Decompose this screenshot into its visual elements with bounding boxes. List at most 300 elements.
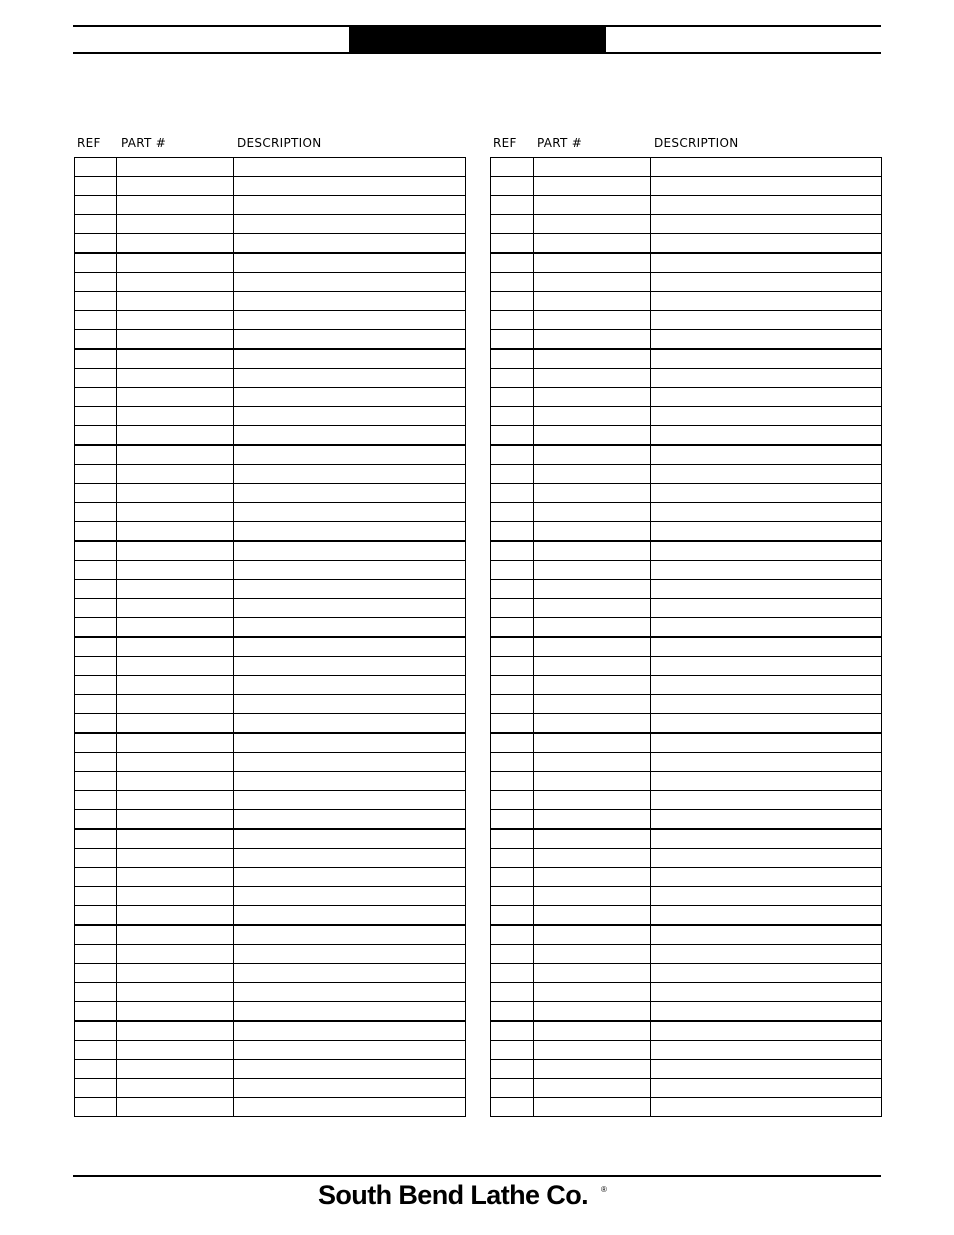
part-cell bbox=[117, 829, 234, 849]
ref-cell bbox=[491, 465, 534, 484]
table-row bbox=[75, 580, 466, 599]
table-row bbox=[491, 503, 882, 522]
part-cell bbox=[534, 810, 651, 830]
ref-cell bbox=[491, 906, 534, 926]
table-row bbox=[491, 234, 882, 254]
ref-cell bbox=[75, 580, 117, 599]
table-row bbox=[491, 465, 882, 484]
description-cell bbox=[234, 158, 466, 177]
ref-cell bbox=[491, 426, 534, 446]
part-cell bbox=[534, 273, 651, 292]
description-cell bbox=[234, 253, 466, 273]
description-cell bbox=[234, 177, 466, 196]
ref-cell bbox=[75, 964, 117, 983]
right-ref-header: REF bbox=[493, 136, 517, 150]
description-cell bbox=[234, 273, 466, 292]
part-cell bbox=[534, 1098, 651, 1117]
table-row bbox=[75, 215, 466, 234]
ref-cell bbox=[75, 445, 117, 465]
description-cell bbox=[651, 349, 882, 369]
part-cell bbox=[117, 637, 234, 657]
parts-table-right bbox=[490, 157, 882, 1117]
ref-cell bbox=[75, 772, 117, 791]
table-row bbox=[75, 311, 466, 330]
description-cell bbox=[234, 369, 466, 388]
description-cell bbox=[651, 215, 882, 234]
part-cell bbox=[534, 791, 651, 810]
part-cell bbox=[117, 810, 234, 830]
part-cell bbox=[117, 868, 234, 887]
table-row bbox=[75, 714, 466, 734]
description-cell bbox=[234, 234, 466, 254]
description-cell bbox=[651, 695, 882, 714]
description-cell bbox=[651, 791, 882, 810]
footer-rule bbox=[73, 1175, 881, 1177]
table-row bbox=[75, 868, 466, 887]
table-row bbox=[491, 561, 882, 580]
table-row bbox=[75, 349, 466, 369]
ref-cell bbox=[75, 234, 117, 254]
table-row bbox=[75, 945, 466, 964]
ref-cell bbox=[491, 369, 534, 388]
description-cell bbox=[651, 465, 882, 484]
part-cell bbox=[117, 714, 234, 734]
description-cell bbox=[234, 522, 466, 542]
table-row bbox=[491, 637, 882, 657]
part-cell bbox=[117, 599, 234, 618]
table-row bbox=[75, 503, 466, 522]
description-cell bbox=[234, 349, 466, 369]
table-row bbox=[491, 580, 882, 599]
description-cell bbox=[651, 906, 882, 926]
part-cell bbox=[534, 445, 651, 465]
part-cell bbox=[534, 503, 651, 522]
description-cell bbox=[651, 158, 882, 177]
right-part-header: PART # bbox=[537, 136, 583, 150]
part-cell bbox=[117, 906, 234, 926]
part-cell bbox=[117, 676, 234, 695]
ref-cell bbox=[491, 772, 534, 791]
part-cell bbox=[534, 1060, 651, 1079]
ref-cell bbox=[491, 1002, 534, 1022]
table-row bbox=[75, 925, 466, 945]
table-row bbox=[75, 330, 466, 350]
part-cell bbox=[534, 292, 651, 311]
description-cell bbox=[651, 177, 882, 196]
ref-cell bbox=[75, 695, 117, 714]
description-cell bbox=[651, 484, 882, 503]
part-cell bbox=[534, 484, 651, 503]
ref-cell bbox=[75, 906, 117, 926]
table-row bbox=[75, 196, 466, 215]
ref-cell bbox=[491, 983, 534, 1002]
table-row bbox=[75, 158, 466, 177]
part-cell bbox=[117, 465, 234, 484]
description-cell bbox=[651, 234, 882, 254]
table-row bbox=[491, 868, 882, 887]
ref-cell bbox=[75, 1098, 117, 1117]
table-row bbox=[75, 1079, 466, 1098]
description-cell bbox=[651, 522, 882, 542]
left-part-header: PART # bbox=[121, 136, 167, 150]
ref-cell bbox=[491, 791, 534, 810]
part-cell bbox=[534, 388, 651, 407]
ref-cell bbox=[491, 887, 534, 906]
part-cell bbox=[534, 983, 651, 1002]
description-cell bbox=[651, 637, 882, 657]
part-cell bbox=[117, 887, 234, 906]
ref-cell bbox=[491, 407, 534, 426]
part-cell bbox=[117, 695, 234, 714]
part-cell bbox=[534, 618, 651, 638]
table-row bbox=[491, 484, 882, 503]
description-cell bbox=[651, 561, 882, 580]
part-cell bbox=[117, 1002, 234, 1022]
part-cell bbox=[117, 330, 234, 350]
ref-cell bbox=[491, 657, 534, 676]
table-row bbox=[75, 426, 466, 446]
ref-cell bbox=[491, 484, 534, 503]
description-cell bbox=[651, 810, 882, 830]
parts-table-left bbox=[74, 157, 466, 1117]
table-row bbox=[75, 234, 466, 254]
ref-cell bbox=[75, 561, 117, 580]
brand-logo: South Bend Lathe Co. bbox=[318, 1180, 588, 1210]
table-row bbox=[491, 772, 882, 791]
part-cell bbox=[117, 1079, 234, 1098]
part-cell bbox=[534, 177, 651, 196]
part-cell bbox=[117, 311, 234, 330]
table-row bbox=[491, 618, 882, 638]
table-row bbox=[75, 618, 466, 638]
part-cell bbox=[534, 1041, 651, 1060]
ref-cell bbox=[491, 810, 534, 830]
part-cell bbox=[534, 599, 651, 618]
description-cell bbox=[234, 580, 466, 599]
table-row bbox=[491, 445, 882, 465]
header-title-block bbox=[349, 25, 606, 54]
part-cell bbox=[117, 522, 234, 542]
part-cell bbox=[117, 445, 234, 465]
ref-cell bbox=[491, 388, 534, 407]
description-cell bbox=[234, 1041, 466, 1060]
ref-cell bbox=[491, 733, 534, 753]
part-cell bbox=[534, 1079, 651, 1098]
description-cell bbox=[234, 714, 466, 734]
ref-cell bbox=[75, 522, 117, 542]
description-cell bbox=[651, 407, 882, 426]
table-row bbox=[491, 676, 882, 695]
table-row bbox=[491, 388, 882, 407]
part-cell bbox=[117, 849, 234, 868]
ref-cell bbox=[491, 599, 534, 618]
part-cell bbox=[117, 484, 234, 503]
part-cell bbox=[534, 158, 651, 177]
part-cell bbox=[117, 292, 234, 311]
table-row bbox=[491, 1002, 882, 1022]
description-cell bbox=[651, 1041, 882, 1060]
description-cell bbox=[234, 292, 466, 311]
description-cell bbox=[651, 618, 882, 638]
ref-cell bbox=[491, 522, 534, 542]
table-row bbox=[491, 215, 882, 234]
description-cell bbox=[234, 1060, 466, 1079]
table-row bbox=[75, 561, 466, 580]
part-cell bbox=[534, 925, 651, 945]
description-cell bbox=[234, 791, 466, 810]
table-row bbox=[75, 676, 466, 695]
part-cell bbox=[534, 234, 651, 254]
part-cell bbox=[534, 964, 651, 983]
table-row bbox=[491, 925, 882, 945]
ref-cell bbox=[75, 1041, 117, 1060]
table-row bbox=[491, 945, 882, 964]
part-cell bbox=[534, 465, 651, 484]
part-cell bbox=[117, 925, 234, 945]
part-cell bbox=[534, 426, 651, 446]
part-cell bbox=[117, 772, 234, 791]
description-cell bbox=[234, 311, 466, 330]
part-cell bbox=[534, 561, 651, 580]
ref-cell bbox=[75, 273, 117, 292]
description-cell bbox=[234, 1098, 466, 1117]
part-cell bbox=[117, 733, 234, 753]
ref-cell bbox=[491, 177, 534, 196]
description-cell bbox=[651, 273, 882, 292]
table-row bbox=[491, 829, 882, 849]
ref-cell bbox=[491, 215, 534, 234]
description-cell bbox=[234, 330, 466, 350]
description-cell bbox=[651, 541, 882, 561]
table-row bbox=[75, 1098, 466, 1117]
table-row bbox=[75, 1021, 466, 1041]
description-cell bbox=[234, 637, 466, 657]
description-cell bbox=[234, 1079, 466, 1098]
table-row bbox=[75, 273, 466, 292]
part-cell bbox=[534, 196, 651, 215]
table-row bbox=[491, 887, 882, 906]
table-row bbox=[491, 714, 882, 734]
part-cell bbox=[534, 330, 651, 350]
description-cell bbox=[651, 983, 882, 1002]
description-cell bbox=[651, 945, 882, 964]
ref-cell bbox=[491, 541, 534, 561]
ref-cell bbox=[491, 1098, 534, 1117]
table-row bbox=[491, 695, 882, 714]
description-cell bbox=[651, 292, 882, 311]
ref-cell bbox=[491, 349, 534, 369]
table-row bbox=[491, 657, 882, 676]
table-row bbox=[75, 772, 466, 791]
description-cell bbox=[651, 733, 882, 753]
ref-cell bbox=[491, 945, 534, 964]
ref-cell bbox=[75, 311, 117, 330]
ref-cell bbox=[75, 1079, 117, 1098]
table-row bbox=[75, 695, 466, 714]
ref-cell bbox=[75, 369, 117, 388]
ref-cell bbox=[491, 196, 534, 215]
table-row bbox=[75, 657, 466, 676]
ref-cell bbox=[491, 253, 534, 273]
part-cell bbox=[534, 1021, 651, 1041]
part-cell bbox=[117, 158, 234, 177]
ref-cell bbox=[491, 292, 534, 311]
table-row bbox=[491, 1060, 882, 1079]
description-cell bbox=[651, 714, 882, 734]
part-cell bbox=[534, 215, 651, 234]
description-cell bbox=[651, 772, 882, 791]
table-row bbox=[491, 810, 882, 830]
table-row bbox=[491, 906, 882, 926]
description-cell bbox=[234, 388, 466, 407]
description-cell bbox=[234, 753, 466, 772]
description-cell bbox=[234, 599, 466, 618]
description-cell bbox=[651, 676, 882, 695]
ref-cell bbox=[75, 810, 117, 830]
description-cell bbox=[651, 1060, 882, 1079]
table-row bbox=[75, 445, 466, 465]
part-cell bbox=[117, 945, 234, 964]
ref-cell bbox=[75, 925, 117, 945]
table-row bbox=[491, 177, 882, 196]
part-cell bbox=[117, 964, 234, 983]
ref-cell bbox=[491, 273, 534, 292]
ref-cell bbox=[491, 964, 534, 983]
part-cell bbox=[534, 253, 651, 273]
part-cell bbox=[117, 983, 234, 1002]
description-cell bbox=[234, 657, 466, 676]
ref-cell bbox=[75, 1060, 117, 1079]
table-row bbox=[75, 599, 466, 618]
description-cell bbox=[234, 983, 466, 1002]
description-cell bbox=[651, 1021, 882, 1041]
ref-cell bbox=[75, 733, 117, 753]
description-cell bbox=[651, 503, 882, 522]
table-row bbox=[491, 1041, 882, 1060]
ref-cell bbox=[75, 887, 117, 906]
description-cell bbox=[651, 580, 882, 599]
description-cell bbox=[651, 964, 882, 983]
part-cell bbox=[534, 637, 651, 657]
part-cell bbox=[534, 829, 651, 849]
part-cell bbox=[117, 791, 234, 810]
description-cell bbox=[651, 1098, 882, 1117]
table-row bbox=[491, 158, 882, 177]
ref-cell bbox=[491, 1041, 534, 1060]
ref-cell bbox=[75, 983, 117, 1002]
description-cell bbox=[651, 829, 882, 849]
description-cell bbox=[234, 810, 466, 830]
table-row bbox=[75, 829, 466, 849]
ref-cell bbox=[491, 311, 534, 330]
table-row bbox=[491, 311, 882, 330]
part-cell bbox=[534, 1002, 651, 1022]
ref-cell bbox=[491, 561, 534, 580]
ref-cell bbox=[491, 849, 534, 868]
part-cell bbox=[117, 177, 234, 196]
description-cell bbox=[234, 1002, 466, 1022]
part-cell bbox=[534, 868, 651, 887]
table-row bbox=[75, 1041, 466, 1060]
ref-cell bbox=[75, 1002, 117, 1022]
ref-cell bbox=[491, 714, 534, 734]
ref-cell bbox=[75, 791, 117, 810]
ref-cell bbox=[75, 215, 117, 234]
ref-cell bbox=[75, 599, 117, 618]
ref-cell bbox=[75, 253, 117, 273]
table-row bbox=[75, 887, 466, 906]
description-cell bbox=[234, 887, 466, 906]
ref-cell bbox=[491, 618, 534, 638]
part-cell bbox=[534, 522, 651, 542]
ref-cell bbox=[75, 177, 117, 196]
ref-cell bbox=[491, 445, 534, 465]
description-cell bbox=[234, 426, 466, 446]
part-cell bbox=[534, 906, 651, 926]
description-cell bbox=[651, 369, 882, 388]
part-cell bbox=[117, 369, 234, 388]
ref-cell bbox=[75, 292, 117, 311]
description-cell bbox=[651, 330, 882, 350]
part-cell bbox=[534, 580, 651, 599]
table-row bbox=[491, 849, 882, 868]
part-cell bbox=[534, 695, 651, 714]
ref-cell bbox=[491, 234, 534, 254]
description-cell bbox=[651, 1002, 882, 1022]
part-cell bbox=[534, 369, 651, 388]
ref-cell bbox=[75, 657, 117, 676]
ref-cell bbox=[75, 407, 117, 426]
table-row bbox=[491, 407, 882, 426]
part-cell bbox=[534, 349, 651, 369]
ref-cell bbox=[491, 868, 534, 887]
description-cell bbox=[234, 465, 466, 484]
left-ref-header: REF bbox=[77, 136, 101, 150]
ref-cell bbox=[491, 158, 534, 177]
description-cell bbox=[234, 445, 466, 465]
part-cell bbox=[534, 407, 651, 426]
table-row bbox=[75, 733, 466, 753]
description-cell bbox=[651, 868, 882, 887]
right-description-header: DESCRIPTION bbox=[654, 136, 739, 150]
registered-mark: ® bbox=[601, 1185, 607, 1194]
description-cell bbox=[651, 753, 882, 772]
part-cell bbox=[117, 407, 234, 426]
description-cell bbox=[651, 426, 882, 446]
ref-cell bbox=[75, 753, 117, 772]
table-row bbox=[75, 983, 466, 1002]
table-row bbox=[491, 964, 882, 983]
part-cell bbox=[117, 1041, 234, 1060]
table-row bbox=[75, 253, 466, 273]
part-cell bbox=[117, 388, 234, 407]
part-cell bbox=[534, 541, 651, 561]
table-row bbox=[491, 196, 882, 215]
ref-cell bbox=[75, 637, 117, 657]
table-row bbox=[491, 753, 882, 772]
ref-cell bbox=[75, 503, 117, 522]
ref-cell bbox=[75, 349, 117, 369]
description-cell bbox=[234, 906, 466, 926]
ref-cell bbox=[491, 676, 534, 695]
table-row bbox=[491, 733, 882, 753]
table-row bbox=[75, 541, 466, 561]
part-cell bbox=[534, 714, 651, 734]
ref-cell bbox=[75, 388, 117, 407]
ref-cell bbox=[491, 925, 534, 945]
table-row bbox=[75, 849, 466, 868]
ref-cell bbox=[75, 196, 117, 215]
